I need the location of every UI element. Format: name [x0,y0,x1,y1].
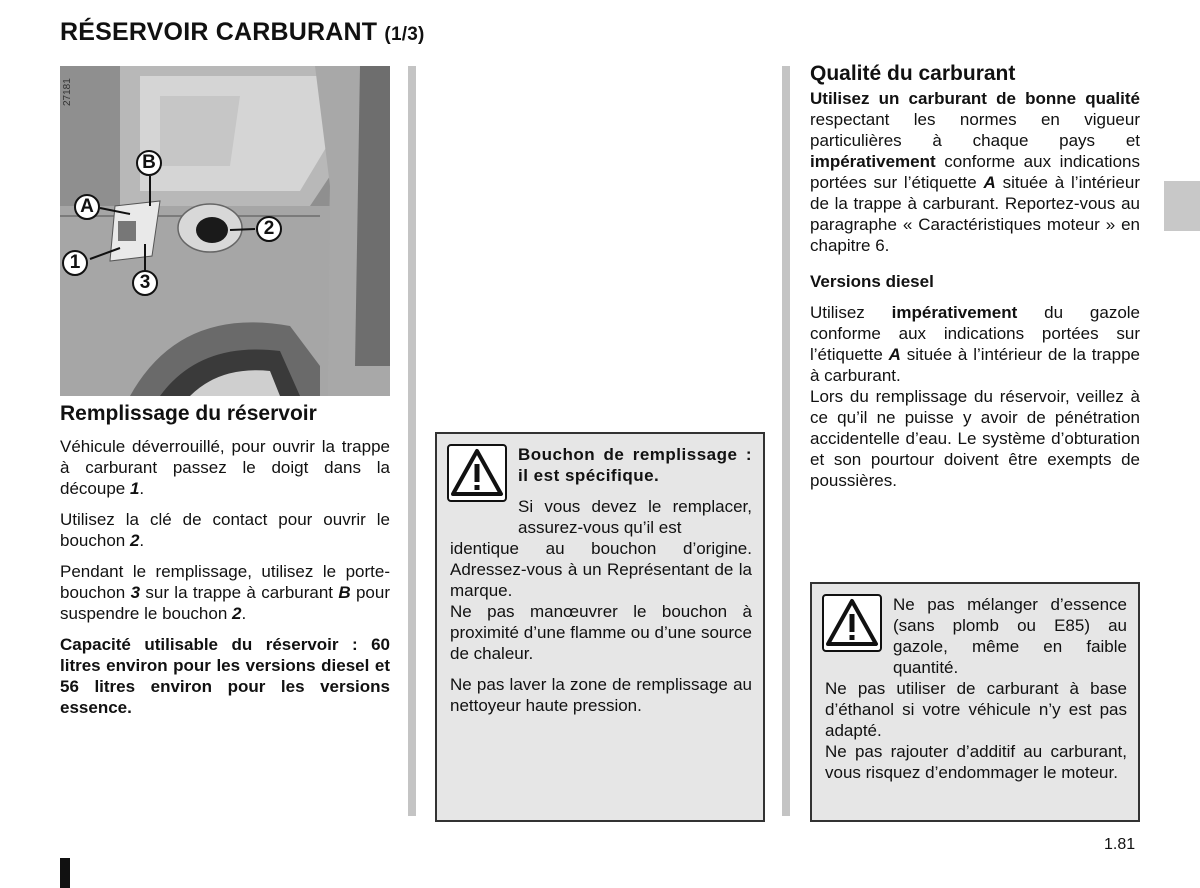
warning-no-flame: Ne pas manœuvrer le bouchon à proximité d’une flamme ou d’une source de chaleur. [450,602,752,663]
warning-heading: Bouchon de remplissage : il est spécifique. [518,445,752,485]
label-B: B [136,150,162,176]
paragraph-diesel-label: Utilisez impérativement du gazole conforme aux indications portées sur l’étiquette A située à l’intérieur de la trappe à carburant. [810,303,1141,385]
chapter-tab-marker [1164,181,1200,231]
label-2: 2 [256,216,282,242]
paragraph-open-cap: Utilisez la clé de contact pour ouvrir le bouchon 2. [60,510,390,550]
page-title [60,18,425,47]
warning-no-pressure-wash: Ne pas laver la zone de remplissage au nettoyeur haute pression. [450,675,752,715]
column-divider-right [782,66,790,816]
warning-original-cap: identique au bouchon d’origine. Adressez-vous à un Représentant de la marque. [450,539,752,600]
label-3: 3 [132,270,158,296]
label-A: A [74,194,100,220]
fuel-filler-figure [60,66,390,396]
section-heading-filling: Remplissage du réservoir [60,402,317,425]
subheading-diesel: Versions diesel [810,272,934,291]
paragraph-tank-capacity: Capacité utilisable du réservoir : 60 litres environ pour les versions diesel et 56 litres environ pour les versions essence. [60,635,390,717]
section-heading-fuel-quality: Qualité du carburant [810,62,1016,85]
warning-box-filler-cap [435,432,765,822]
paragraph-open-flap: Véhicule déverrouillé, pour ouvrir la trappe à carburant passez le doigt dans la découpe 1. [60,437,390,498]
paragraph-water-dust: Lors du remplissage du réservoir, veillez à ce qu’il ne puisse y avoir de pénétration accidentelle d’eau. Le système d’obturation et son pourtour doivent être exempts de poussières. [810,387,1140,490]
warning-no-ethanol: Ne pas utiliser de carburant à base d’éthanol si votre véhicule n’y est pas adapté. [825,679,1127,740]
warning-no-mix: Ne pas mélanger d’essence (sans plomb ou E85) au gazole, même en faible quantité. [893,595,1127,677]
warning-text [450,444,752,716]
fuel-filler-illustration [60,66,390,396]
label-1: 1 [62,250,88,276]
warning-replace-cap: Si vous devez le remplacer, assurez-vous qu’il est [518,497,752,537]
left-column [60,402,390,718]
warning-text [825,594,1127,783]
right-column [810,62,1140,501]
edge-marker [60,858,70,888]
column-divider-left [408,66,416,816]
title-text: RÉSERVOIR CARBURANT [60,18,378,46]
page-number: 1.81 [1104,836,1136,853]
title-suffix: (1/3) [384,24,425,45]
figure-id: 27181 [62,78,73,106]
warning-box-fuel-mix [810,582,1140,822]
paragraph-fuel-quality: Utilisez un carburant de bonne qualité respectant les normes en vigueur particulières à chaque pays et impérativement conforme aux indications portées sur l’étiquette A située à l’intérieur de la trappe à carburant. Reportez-vous au paragraphe « Caractéristiques moteur » en chapitre 6. [810,89,1140,255]
paragraph-cap-holder: Pendant le remplissage, utilisez le porte-bouchon 3 sur la trappe à carburant B pour suspendre le bouchon 2. [60,562,390,623]
warning-no-additive: Ne pas rajouter d’additif au carburant, vous risquez d’endommager le moteur. [825,742,1127,782]
